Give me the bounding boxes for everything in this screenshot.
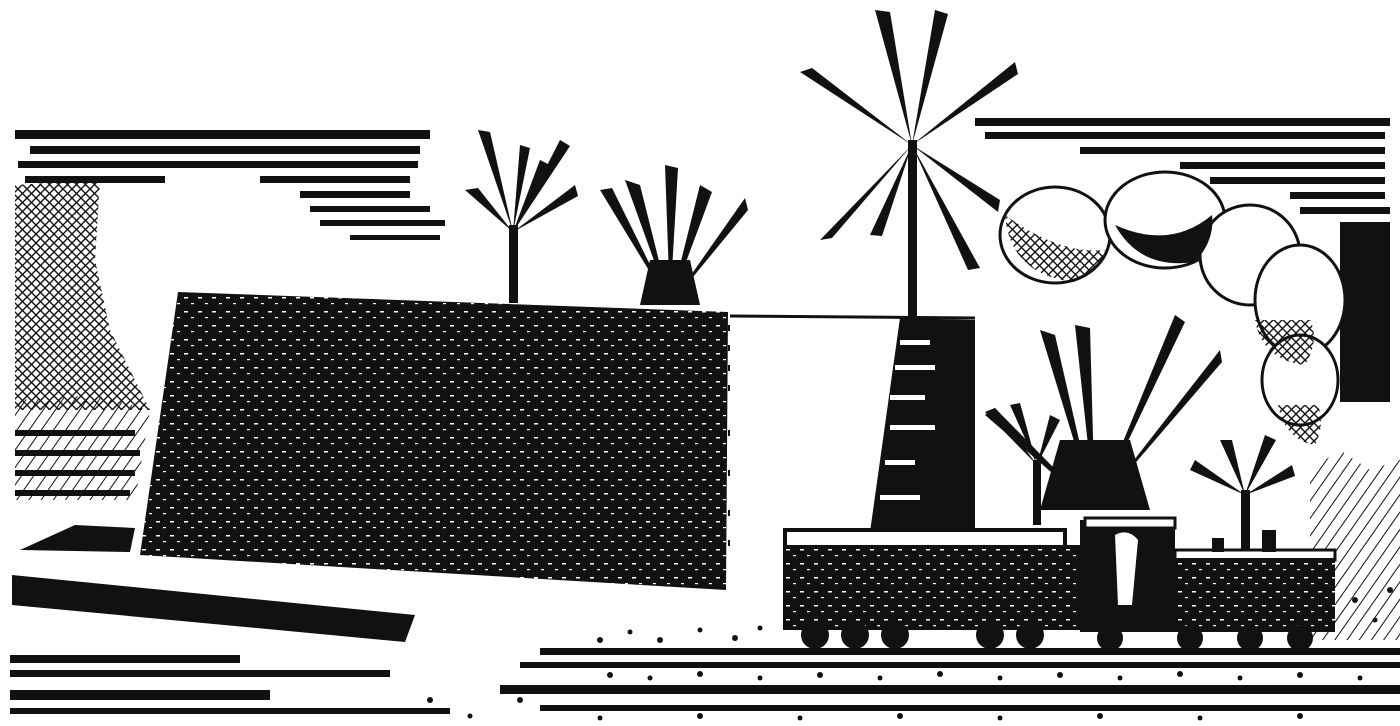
dark-building	[140, 292, 754, 590]
